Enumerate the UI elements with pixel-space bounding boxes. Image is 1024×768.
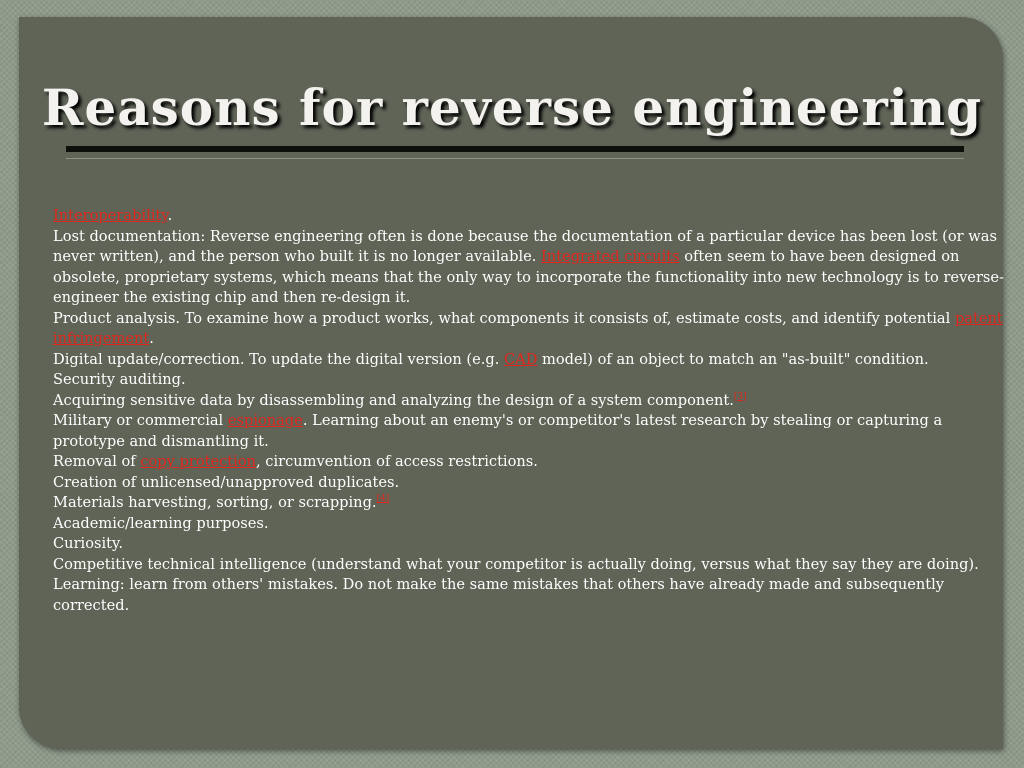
slide-title: Reasons for reverse engineering [41, 78, 983, 137]
list-item: Product analysis. To examine how a product works, what components it consists of, estimate costs, and identify potential patent infringement. [53, 309, 1003, 347]
list-item: Curiosity. [53, 535, 123, 552]
title-underline-thin [66, 158, 964, 159]
list-item: Competitive technical intelligence (understand what your competitor is actually doing, versus what they say they are doing). [53, 555, 979, 573]
cad-link[interactable]: CAD [503, 350, 538, 368]
espionage-link[interactable]: espionage [227, 412, 303, 429]
list-item: Security auditing. [53, 371, 186, 388]
list-item: Materials harvesting, sorting, or scrapping.[4] [53, 494, 390, 511]
list-item: Interoperability. [53, 207, 173, 224]
patent-infringement-link[interactable]: patent infringement [53, 309, 1003, 347]
integrated-circuits-link[interactable]: Integrated circuits [541, 248, 680, 265]
list-item: Military or commercial espionage. Learning about an enemy's or competitor's latest research by stealing or capturing a prototype and dismantling it. [53, 412, 943, 450]
citation-3-link[interactable]: [3] [733, 391, 747, 402]
title-underline [66, 146, 964, 152]
list-item: Learning: learn from others' mistakes. Do not make the same mistakes that others have already made and subsequently corrected. [53, 576, 945, 614]
list-item: Acquiring sensitive data by disassembling and analyzing the design of a system component.[3] [53, 391, 747, 409]
reasons-list [53, 206, 1013, 616]
list-item: Digital update/correction. To update the digital version (e.g. CAD model) of an object to match an "as-built" condition. [53, 350, 929, 368]
interoperability-link[interactable]: Interoperability [53, 207, 168, 224]
list-item: Removal of copy protection, circumvention of access restrictions. [53, 453, 538, 470]
list-item: Academic/learning purposes. [53, 514, 269, 532]
copy-protection-link[interactable]: copy protection [140, 453, 257, 470]
list-item: Lost documentation: Reverse engineering often is done because the documentation of a particular device has been lost (or was never written), and the person who built it is no longer available. Integrated circuits often seem to have been designed on obsolete, proprietary systems, which means that the only way to incorporate the functionality into new technology is to reverse-engineer the existing chip and then re-design it. [53, 227, 1004, 306]
citation-4-link[interactable]: [4] [376, 494, 390, 504]
list-item: Creation of unlicensed/unapproved duplicates. [53, 473, 400, 491]
